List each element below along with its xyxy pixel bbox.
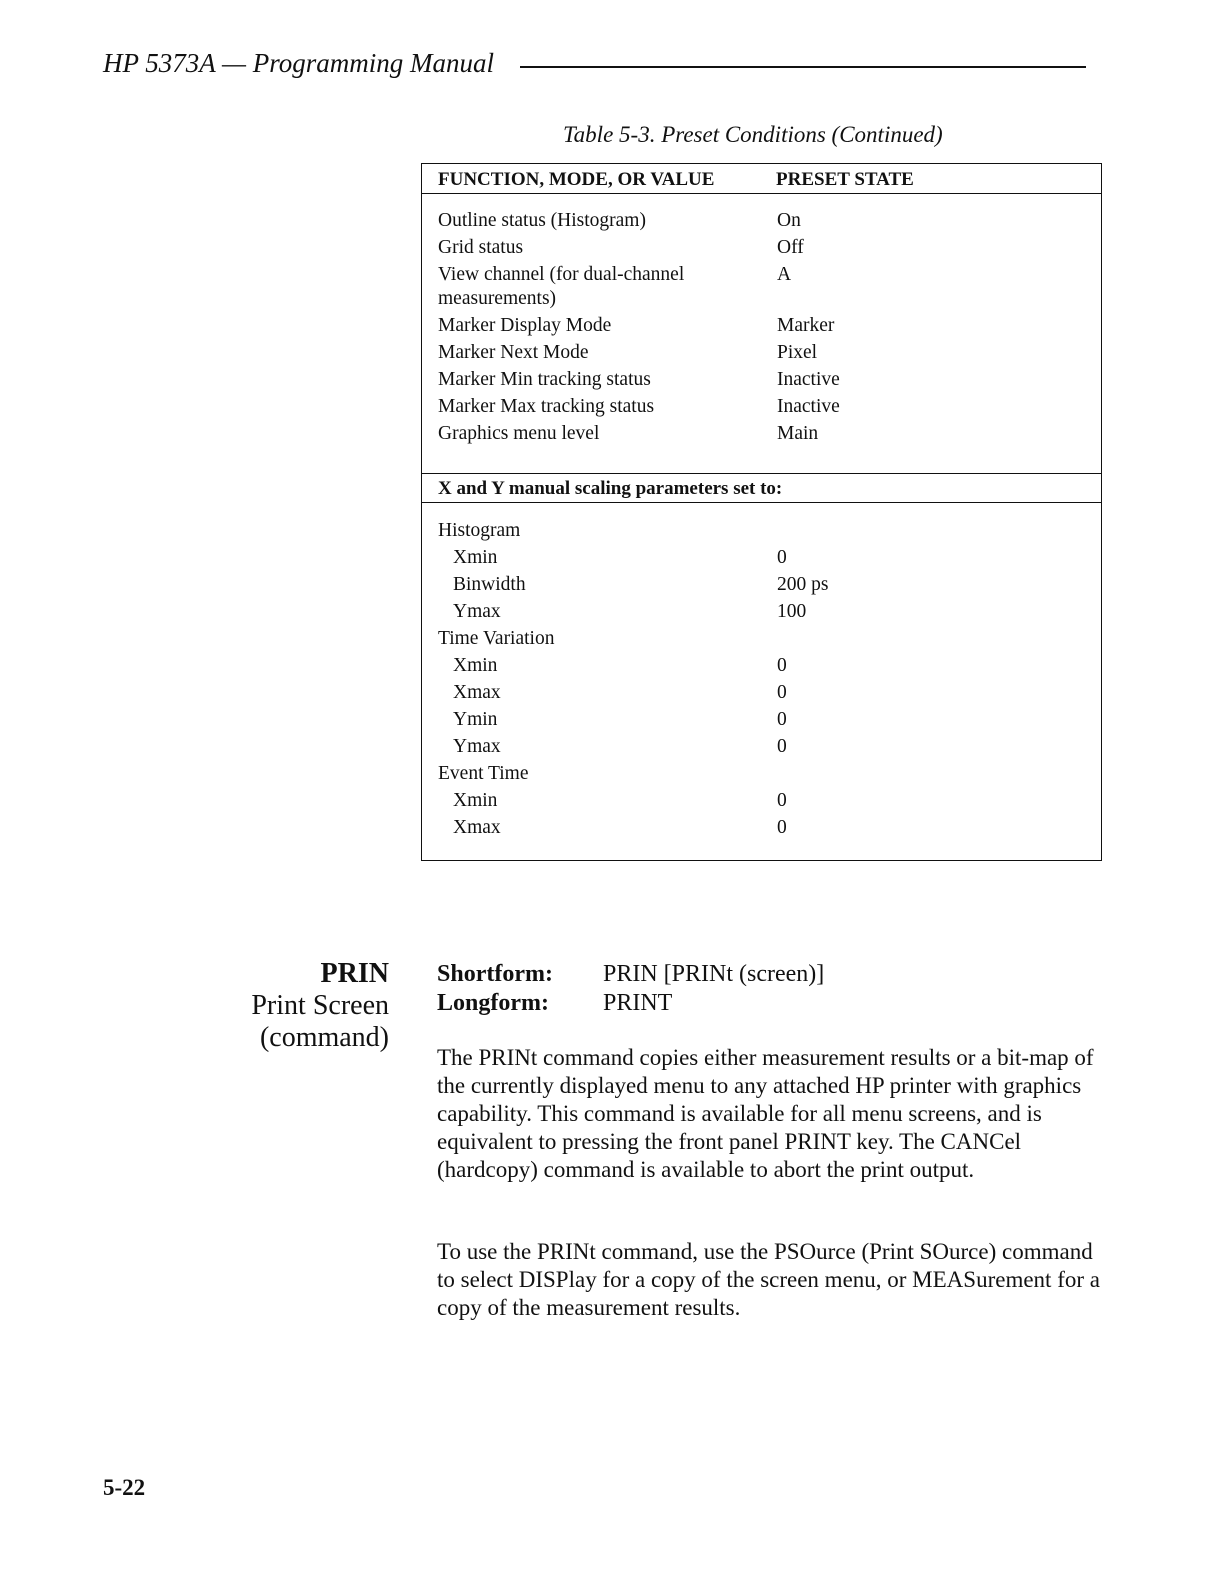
row-label: Xmin [453,790,498,811]
row-value: 0 [777,790,787,811]
row-value: 100 [777,601,807,622]
row-label: Marker Min tracking status [438,369,651,390]
group-label-histogram: Histogram [438,520,521,541]
row-label: Xmin [453,655,498,676]
row-value: Inactive [777,396,840,417]
row-label: View channel (for dual-channel [438,264,685,285]
row-label: Grid status [438,237,524,258]
longform-value: PRINT [603,990,673,1016]
command-name: PRIN [320,958,389,989]
description-paragraph-2: To use the PRINt command, use the PSOurce (Print SOurce) command to select DISPlay for a copy of the screen menu, or MEASurement for a copy of the measurement results. [437,1239,1100,1320]
page-header-title: HP 5373A — Programming Manual [103,48,495,78]
column-header-function: FUNCTION, MODE, OR VALUE [438,169,715,190]
scaling-section-title: X and Y manual scaling parameters set to: [438,478,783,499]
row-value: Inactive [777,369,840,390]
row-value: Off [777,237,804,258]
shortform-value: PRIN [PRINt (screen)] [603,961,825,987]
row-value: Marker [777,315,835,336]
row-label: Xmax [453,817,501,838]
row-value: 0 [777,655,787,676]
row-value: Pixel [777,342,818,363]
shortform-label: Shortform: [437,961,553,987]
row-value: 0 [777,736,787,757]
row-value: 200 ps [777,574,829,595]
row-label: Binwidth [453,574,526,595]
longform-label: Longform: [437,990,549,1016]
row-label: Xmax [453,682,501,703]
row-label: Marker Display Mode [438,315,612,336]
description-paragraph-1: The PRINt command copies either measurement results or a bit-map of the currently displayed menu to any attached HP printer with graphics capability. This command is available for all menu screens, and is equivalent to pressing the front panel PRINT key. The CANCel (hardcopy) command is available to abort the print output. [437,1045,1094,1182]
table-caption: Table 5-3. Preset Conditions (Continued) [563,122,943,147]
row-label: Ymax [453,736,501,757]
column-header-preset-state: PRESET STATE [776,169,914,190]
row-value: On [777,210,801,231]
row-label: Ymax [453,601,501,622]
row-label: Ymin [453,709,498,730]
row-label: Marker Next Mode [438,342,589,363]
row-label: Xmin [453,547,498,568]
scaling-section-header [422,473,1101,503]
row-value: A [777,264,792,285]
page-number: 5-22 [103,1475,146,1500]
command-side-heading [251,958,389,1054]
row-value: 0 [777,682,787,703]
row-value: 0 [777,709,787,730]
row-label: Outline status (Histogram) [438,210,646,231]
group-label-event-time: Event Time [438,763,529,784]
command-title: Print Screen [251,990,389,1021]
table-header [422,164,1101,194]
row-value: 0 [777,817,787,838]
row-label: Marker Max tracking status [438,396,655,417]
command-kind: (command) [259,1022,389,1053]
header-rule [520,66,1086,68]
group-label-time-variation: Time Variation [438,628,555,649]
row-label: Graphics menu level [438,423,600,444]
preset-conditions-table [421,163,1102,861]
row-value: Main [777,423,819,444]
row-value: 0 [777,547,787,568]
row-label-continued: measurements) [438,288,557,309]
